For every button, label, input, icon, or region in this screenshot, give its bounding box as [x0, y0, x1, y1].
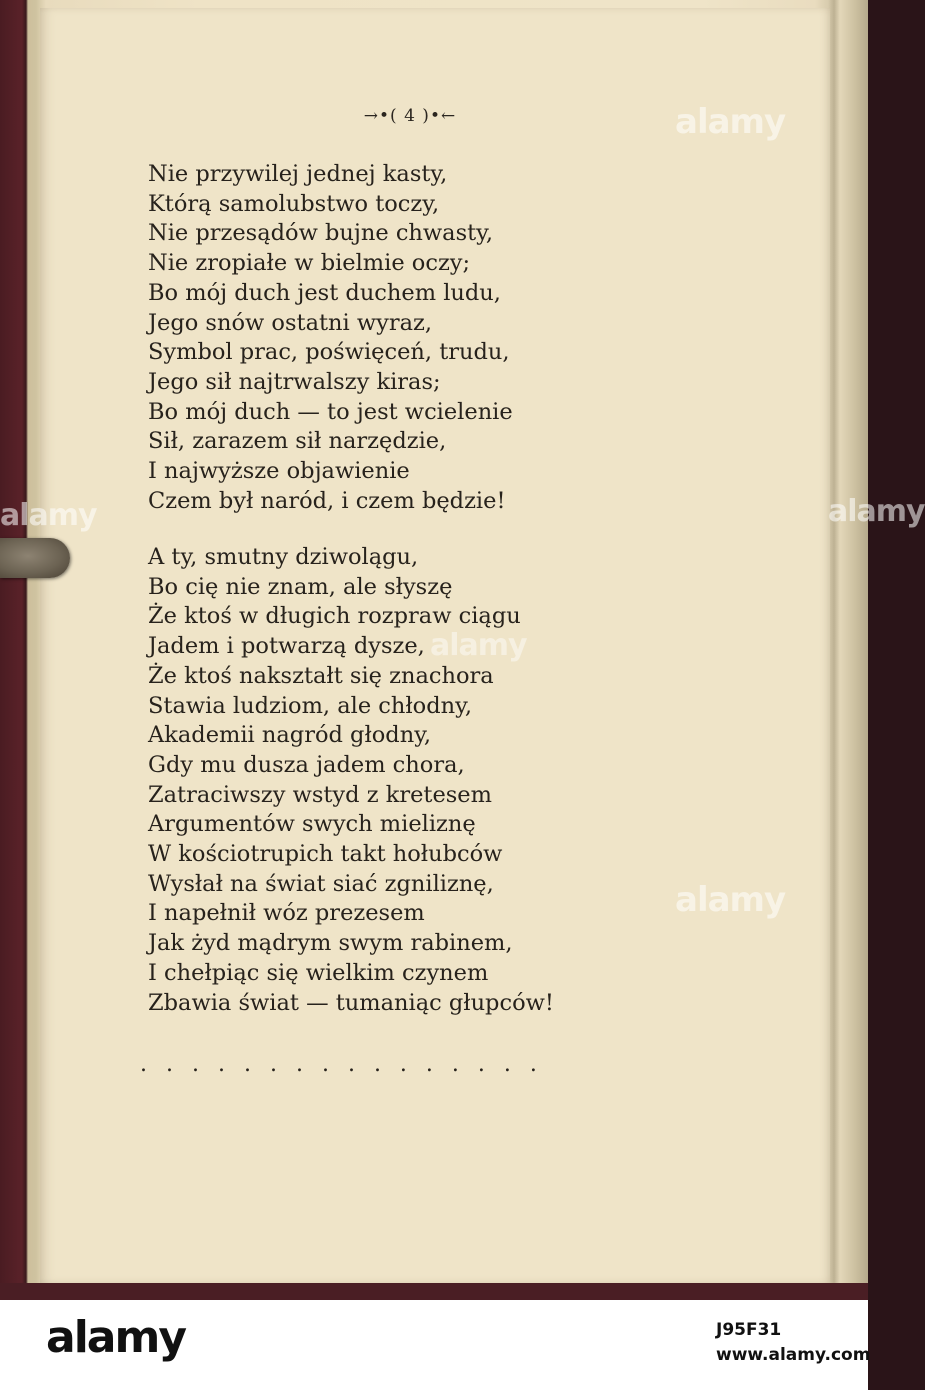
- poem-line: Nie przesądów bujne chwasty,: [148, 220, 494, 247]
- poem-line: I chełpiąc się wielkim czynem: [148, 959, 489, 986]
- poem-line: Akademii nagród głodny,: [148, 722, 432, 749]
- page-number: →•( 4 )•←: [363, 106, 457, 126]
- poem-line: Symbol prac, poświęceń, trudu,: [148, 339, 510, 366]
- footer-url: www.alamy.com: [716, 1345, 871, 1365]
- poem-line: Nie przywilej jednej kasty,: [148, 161, 448, 187]
- watermark: alamy: [430, 628, 527, 663]
- poem-line: I najwyższe objawienie: [148, 458, 410, 485]
- watermark: alamy: [828, 494, 925, 529]
- poem-line: A ty, smutny dziwolągu,: [148, 544, 419, 570]
- poem-line: I napełnił wóz prezesem: [148, 900, 425, 927]
- poem-line: Argumentów swych mieliznę: [148, 811, 476, 838]
- poem-line: Stawia ludziom, ale chłodny,: [148, 692, 472, 719]
- poem-line: Którą samolubstwo toczy,: [148, 190, 440, 217]
- poem-stanza-1: [148, 160, 513, 516]
- poem-line: Bo mój duch — to jest wcielenie: [148, 398, 513, 425]
- poem-line: Jego sił najtrwalszy kiras;: [148, 368, 441, 395]
- poem-line: Jego snów ostatni wyraz,: [148, 309, 433, 336]
- book-cover-edge: [0, 1283, 868, 1300]
- poem-line: Że ktoś nakształt się znachora: [148, 662, 494, 689]
- poem-line: Sił, zarazem sił narzędzie,: [148, 428, 447, 455]
- poem-line: W kościotrupich takt hołubców: [148, 841, 503, 868]
- poem-line: Jadem i potwarzą dysze,: [148, 633, 425, 660]
- poem-line: Wysłał na świat siać zgniliznę,: [148, 870, 494, 897]
- poem-line: Czem był naród, i czem będzie!: [148, 487, 506, 514]
- book-clasp: [0, 538, 70, 578]
- poem-line: Zatraciwszy wstyd z kretesem: [148, 781, 492, 808]
- poem-line: Nie zropiałe w bielmie oczy;: [148, 250, 471, 277]
- poem-line: Bo cię nie znam, ale słyszę: [148, 573, 453, 600]
- watermark: alamy: [675, 102, 786, 142]
- poem-line: Zbawia świat — tumaniąc głupców!: [148, 989, 554, 1016]
- poem-line: Jak żyd mądrym swym rabinem,: [148, 930, 513, 957]
- poem-line: Że ktoś w długich rozpraw ciągu: [148, 603, 521, 630]
- poem-line: Gdy mu dusza jadem chora,: [148, 751, 465, 778]
- image-id: J95F31: [716, 1320, 782, 1340]
- watermark: alamy: [0, 498, 97, 533]
- watermark: alamy: [675, 880, 786, 920]
- alamy-logo: alamy: [46, 1312, 185, 1363]
- poem-line: Bo mój duch jest duchem ludu,: [148, 279, 501, 306]
- ellipsis-line: ................: [140, 1052, 556, 1077]
- poem-stanza-2: [148, 543, 554, 1018]
